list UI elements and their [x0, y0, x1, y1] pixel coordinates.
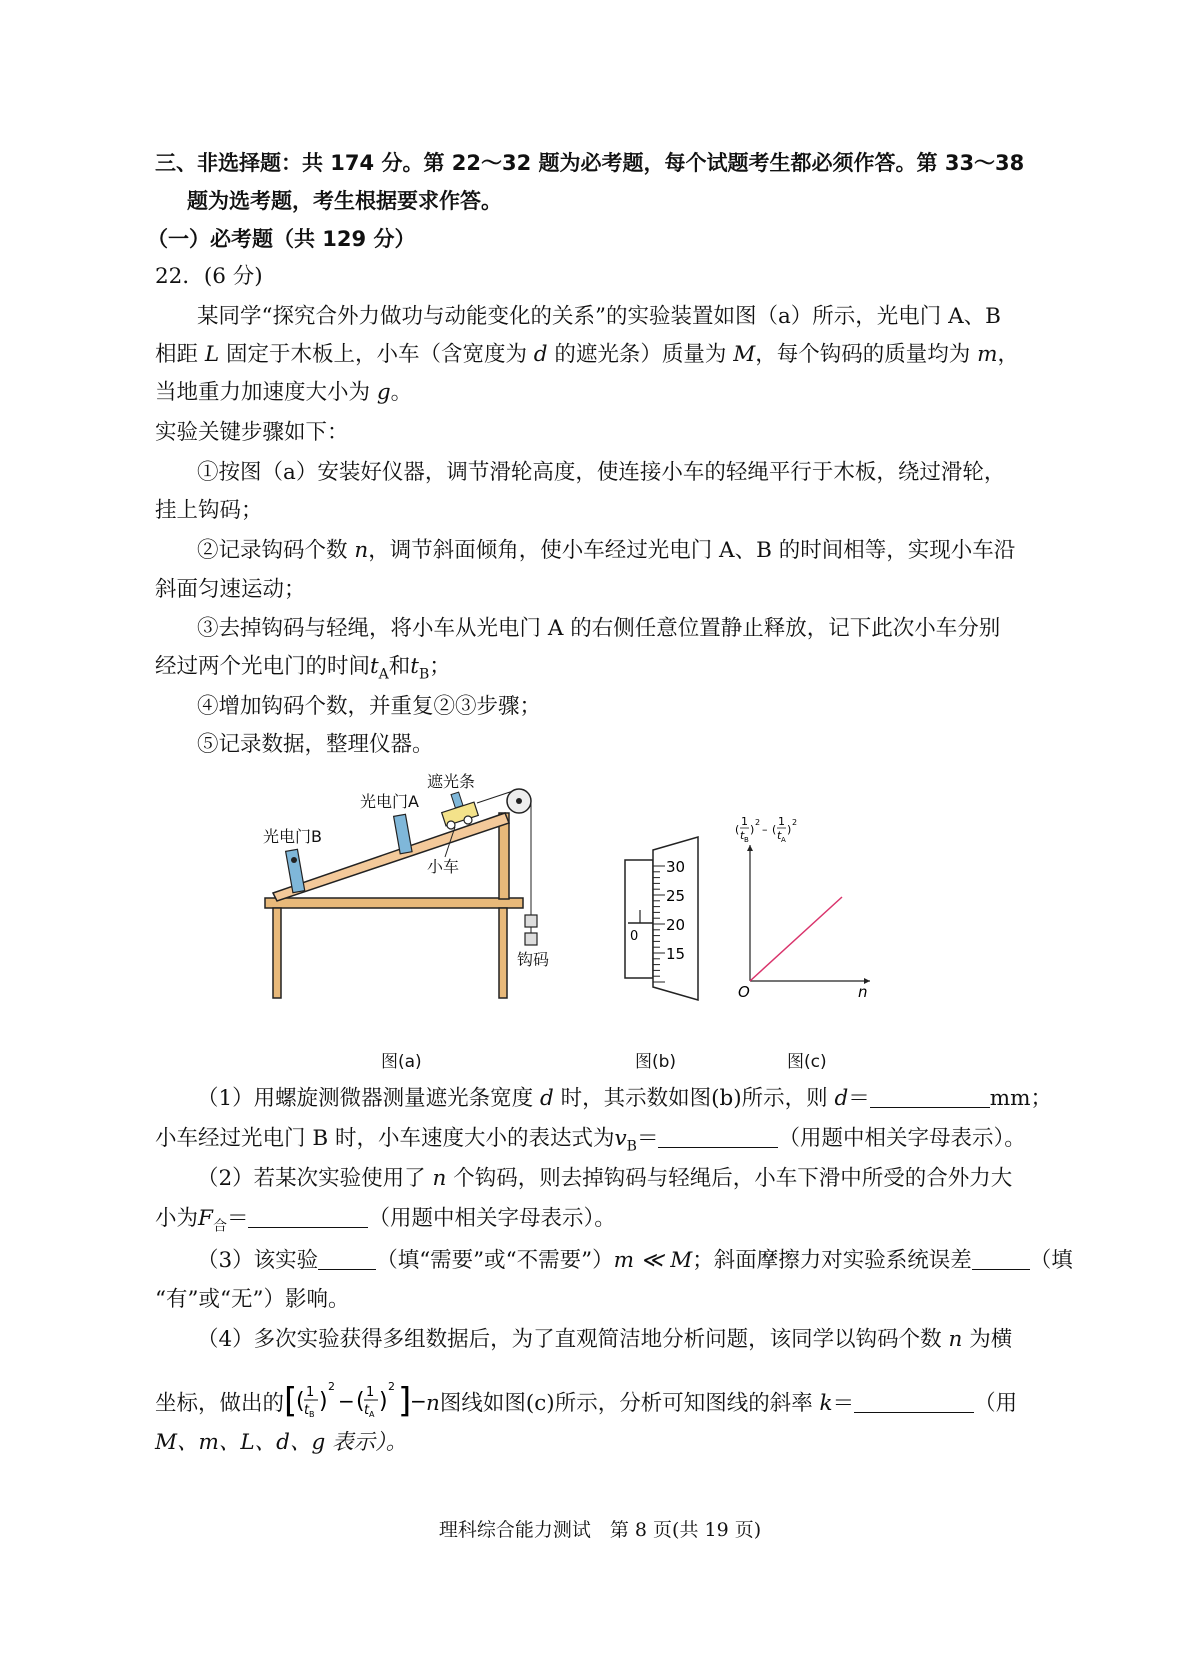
label-car: 小车 [427, 857, 460, 876]
answer-blank-slope[interactable] [854, 1390, 974, 1413]
label-gate-b: 光电门B [263, 827, 322, 846]
svg-text:2: 2 [328, 1380, 336, 1393]
part4-line2: 坐标，做出的 [ ( 1 t B ) 2 − ( 1 t A ) 2 ] − n图线如图(c)所示，分析可知图线的斜率 k＝ （用 [155, 1378, 1017, 1424]
svg-text:−: − [338, 1389, 355, 1413]
intro-line1: 某同学“探究合外力做功与动能变化的关系”的实验装置如图（a）所示，光电门 A、B [197, 304, 1001, 329]
svg-text:(: ( [735, 823, 740, 836]
svg-text:B: B [309, 1410, 315, 1419]
car-wheel-1 [447, 821, 455, 829]
part4-line1: （4）多次实验获得多组数据后，为了直观简洁地分析问题，该同学以钩码个数 n 为横 [197, 1327, 1013, 1352]
svg-text:2: 2 [388, 1380, 396, 1393]
step2-line2: 斜面匀速运动； [155, 577, 306, 602]
part2-line2: 小为$F_合=$ （用题中相关字母表示）。 [155, 1206, 616, 1235]
svg-text:−: − [410, 1389, 427, 1413]
pulley-axle [516, 798, 522, 804]
section-heading-line1: 三、非选择题：共 174 分。第 22～32 题为必考题，每个试题考生都必须作答。第 33～38 [155, 151, 1025, 175]
svg-text:A: A [781, 836, 786, 844]
svg-text:t: t [364, 1403, 370, 1418]
answer-blank-d[interactable] [870, 1085, 990, 1108]
section-heading-line2: 题为选考题，考生根据要求作答。 [187, 189, 502, 213]
tick-label-30: 30 [666, 858, 686, 876]
graph-y-arrow [747, 845, 753, 851]
step2-line1: ②记录钩码个数 n，调节斜面倾角，使小车经过光电门 A、B 的时间相等，实现小车沿 [197, 538, 1016, 563]
figure-a-apparatus [255, 765, 575, 1035]
steps-title: 实验关键步骤如下： [155, 420, 349, 445]
sleeve-zero-label: 0 [630, 929, 639, 944]
part1-line2: 小车经过光电门 B 时，小车速度大小的表达式为$v_B=$ （用题中相关字母表示）。 [155, 1126, 1026, 1155]
answer-blank-force[interactable] [248, 1205, 368, 1228]
svg-text:(: ( [772, 823, 777, 836]
svg-text:[: [ [284, 1381, 298, 1421]
svg-text:2: 2 [755, 818, 761, 827]
photogate-b-hole [291, 857, 297, 863]
step1-line1: ①按图（a）安装好仪器，调节滑轮高度，使连接小车的轻绳平行于木板，绕过滑轮， [197, 460, 1006, 485]
shading-strip [451, 792, 463, 808]
svg-text:1: 1 [306, 1385, 315, 1400]
svg-text:(: ( [296, 1389, 305, 1414]
label-weights: 钩码 [517, 950, 550, 969]
question-number: 22．(6 分) [155, 264, 263, 289]
answer-blank-need[interactable] [318, 1247, 376, 1270]
svg-text:A: A [369, 1410, 375, 1419]
svg-text:1: 1 [366, 1385, 375, 1400]
page-footer: 理科综合能力测试 第 8 页(共 19 页) [438, 1519, 762, 1541]
svg-text:t: t [777, 829, 782, 842]
svg-text:t: t [740, 829, 745, 842]
svg-text:B: B [744, 836, 749, 844]
caption-a: 图(a) [381, 1052, 422, 1072]
label-gate-a: 光电门A [360, 792, 419, 811]
svg-text:t: t [304, 1403, 310, 1418]
photogate-b [286, 849, 305, 892]
step1-line2: 挂上钩码； [155, 498, 263, 523]
svg-text:2: 2 [792, 818, 798, 827]
svg-text:1: 1 [778, 815, 785, 828]
part4-line3: M、m、L、d、g 表示）。 [155, 1430, 408, 1455]
figure-c-graph [730, 785, 880, 1015]
caption-b: 图(b) [635, 1052, 677, 1072]
svg-text:–: – [762, 823, 768, 836]
svg-text:): ) [379, 1389, 388, 1414]
step4: ④增加钩码个数，并重复②③步骤； [197, 694, 542, 719]
table-leg-right [499, 908, 507, 998]
svg-text:): ) [750, 823, 755, 836]
part3-line2: “有”或“无”）影响。 [155, 1287, 350, 1312]
graph-data-line [750, 897, 842, 981]
part3-line1: （3）该实验 （填“需要”或“不需要”）m ≪ M；斜面摩擦力对实验系统误差 （填 [197, 1248, 1073, 1273]
photogate-a [394, 814, 412, 854]
weight-2 [525, 933, 537, 945]
svg-text:(: ( [356, 1389, 365, 1414]
figure-b-micrometer [620, 835, 730, 1005]
formula-bracket-expression [284, 1378, 427, 1424]
step5: ⑤记录数据，整理仪器。 [197, 732, 434, 757]
micrometer-sleeve [625, 860, 653, 978]
car-wheel-2 [464, 816, 472, 824]
graph-x-label: n [858, 983, 868, 1001]
answer-blank-friction[interactable] [972, 1247, 1030, 1270]
step3-line1: ③去掉钩码与轻绳，将小车从光电门 A 的右侧任意位置静止释放，记下此次小车分别 [197, 616, 1001, 641]
tick-label-15: 15 [666, 945, 686, 963]
answer-blank-vb[interactable] [658, 1125, 778, 1148]
intro-line2: 相距 L 固定于木板上，小车（含宽度为 d 的遮光条）质量为 M，每个钩码的质量均为 m， [155, 342, 1019, 367]
part1-line1: （1）用螺旋测微器测量遮光条宽度 d 时，其示数如图(b)所示，则 d＝ mm； [197, 1086, 1053, 1111]
label-zheguangtiao: 遮光条 [427, 772, 476, 791]
part2-line1: （2）若某次实验使用了 n 个钩码，则去掉钩码与轻绳后，小车下滑中所受的合外力大 [197, 1166, 1013, 1191]
tick-label-25: 25 [666, 887, 686, 905]
step3-line2: 经过两个光电门的时间$t_A$和$t_B$； [155, 654, 451, 683]
svg-text:1: 1 [741, 815, 748, 828]
table-leg-left [273, 908, 281, 998]
tick-label-20: 20 [666, 916, 686, 934]
graph-y-label [735, 815, 797, 844]
table-top [265, 898, 523, 908]
intro-line3: 当地重力加速度大小为 g。 [155, 380, 413, 405]
svg-text:]: ] [398, 1381, 412, 1421]
svg-text:): ) [319, 1389, 328, 1414]
weight-1 [525, 915, 537, 927]
svg-text:): ) [787, 823, 792, 836]
graph-origin-label: O [738, 983, 750, 1001]
caption-c: 图(c) [787, 1052, 827, 1072]
section-subheading: （一）必考题（共 129 分） [147, 227, 416, 251]
